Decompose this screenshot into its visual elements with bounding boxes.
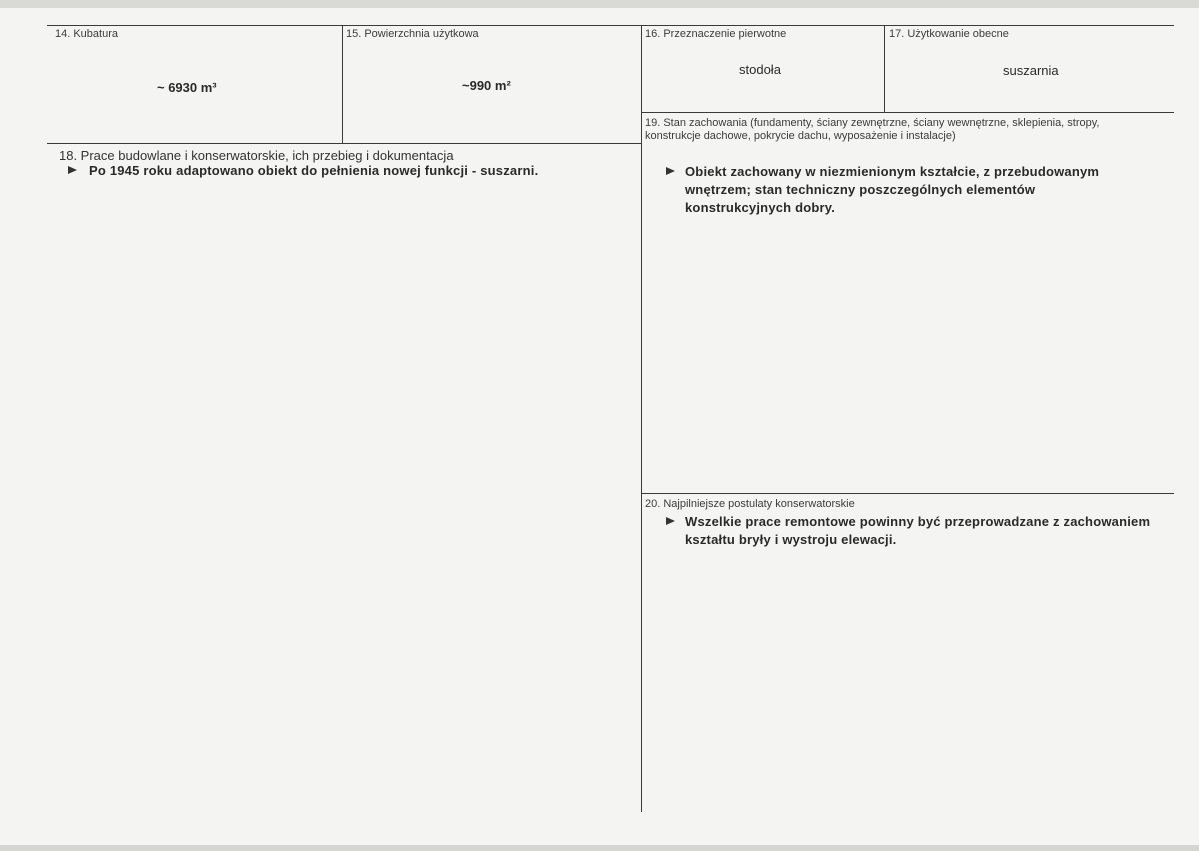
- field-15-label: 15. Powierzchnia użytkowa: [346, 28, 479, 40]
- divider-14-15: [342, 25, 343, 143]
- bullet-arrow-icon: [68, 166, 77, 174]
- scan-edge-top: [0, 0, 1199, 8]
- field-18-bullet: [68, 162, 628, 180]
- field-19-label: 19. Stan zachowania (fundamenty, ściany zewnętrzne, ściany wewnętrzne, sklepienia, stropy, konstrukcje dachowe, pokrycie dachu, wyposażenie i instalacje): [645, 117, 1100, 142]
- field-16-label: 16. Przeznaczenie pierwotne: [645, 28, 787, 40]
- field-19-text: Obiekt zachowany w niezmienionym kształcie, z przebudowanym wnętrzem; stan techniczny poszczególnych elementów konstrukcyjnych dobry.: [685, 164, 1100, 215]
- field-19-bullet: [666, 163, 1146, 217]
- main-vertical-divider: [641, 25, 642, 812]
- bullet-arrow-icon: [666, 517, 675, 525]
- field-20-text: Wszelkie prace remontowe powinny być przeprowadzane z zachowaniem kształtu bryły i wystroju elewacji.: [685, 514, 1151, 547]
- field-18-text: Po 1945 roku adaptowano obiekt do pełnienia nowej funkcji - suszarni.: [89, 163, 539, 178]
- top-border: [47, 25, 1174, 26]
- border-above-20: [641, 493, 1174, 494]
- field-14-value: ~ 6930 m³: [157, 80, 217, 95]
- field-20-label: 20. Najpilniejsze postulaty konserwatorskie: [645, 498, 855, 510]
- field-14-label: 14. Kubatura: [55, 28, 118, 40]
- field-20-bullet: [666, 513, 1176, 549]
- border-above-19: [641, 112, 1174, 113]
- field-18-label: 18. Prace budowlane i konserwatorskie, ich przebieg i dokumentacja: [59, 148, 454, 163]
- scan-edge-bottom: [0, 845, 1199, 851]
- field-16-value: stodoła: [739, 62, 781, 77]
- field-15-value: ~990 m²: [462, 78, 511, 93]
- field-17-label: 17. Użytkowanie obecne: [889, 28, 1009, 40]
- bullet-arrow-icon: [666, 167, 675, 175]
- divider-16-17: [884, 25, 885, 112]
- border-above-18: [47, 143, 641, 144]
- field-17-value: suszarnia: [1003, 63, 1059, 78]
